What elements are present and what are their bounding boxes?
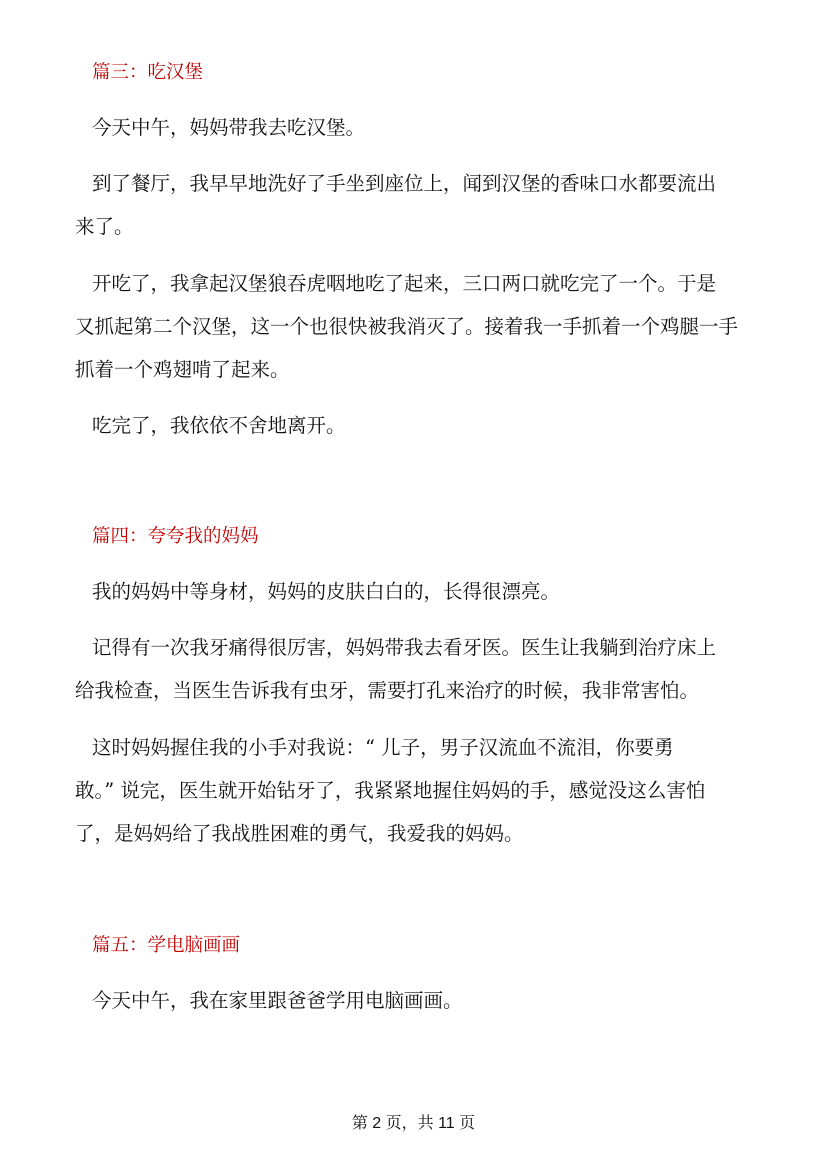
- text-line: 开吃了，我拿起汉堡狼吞虎咽地吃了起来，三口两口就吃完了一个。于是: [92, 272, 717, 295]
- paragraph: [75, 979, 765, 1022]
- paragraph: [75, 106, 765, 149]
- section-title: 篇三：吃汉堡: [92, 62, 204, 83]
- text-line: 又抓起第二个汉堡，这一个也很快被我消灭了。接着我一手抓着一个鸡腿一手: [75, 315, 739, 338]
- text-line: 我的妈妈中等身材，妈妈的皮肤白白的，长得很漂亮。: [92, 580, 561, 603]
- paragraph: [75, 404, 765, 447]
- section-title: 篇四：夸夸我的妈妈: [92, 526, 259, 547]
- page-number: 第 2 页，共 11 页: [351, 1115, 476, 1132]
- section-3: [75, 51, 765, 94]
- paragraph: [75, 726, 765, 855]
- paragraph: [75, 262, 765, 391]
- text-line: 到了餐厅，我早早地洗好了手坐到座位上，闻到汉堡的香味口水都要流出: [92, 172, 717, 195]
- text-line: 吃完了，我依依不舍地离开。: [92, 414, 346, 437]
- text-line: 来了。: [75, 215, 134, 238]
- text-line: 了，是妈妈给了我战胜困难的勇气，我爱我的妈妈。: [75, 822, 524, 845]
- section-title: 篇五：学电脑画画: [92, 935, 241, 956]
- paragraph: [75, 626, 765, 712]
- text-line: 抓着一个鸡翅啃了起来。: [75, 358, 290, 381]
- section-4: [75, 515, 765, 558]
- text-line: 敢。” 说完，医生就开始钻牙了，我紧紧地握住妈妈的手，感觉没这么害怕: [75, 779, 706, 802]
- text-line: 给我检查，当医生告诉我有虫牙，需要打孔来治疗的时候，我非常害怕。: [75, 679, 700, 702]
- section-5: [75, 924, 765, 967]
- text-line: 这时妈妈握住我的小手对我说：“ 儿子，男子汉流血不流泪，你要勇: [92, 736, 674, 759]
- text-line: 今天中午，妈妈带我去吃汉堡。: [92, 116, 366, 139]
- text-line: 今天中午，我在家里跟爸爸学用电脑画画。: [92, 989, 463, 1012]
- paragraph: [75, 162, 765, 248]
- text-line: 记得有一次我牙痛得很厉害，妈妈带我去看牙医。医生让我躺到治疗床上: [92, 636, 717, 659]
- paragraph: [75, 570, 765, 613]
